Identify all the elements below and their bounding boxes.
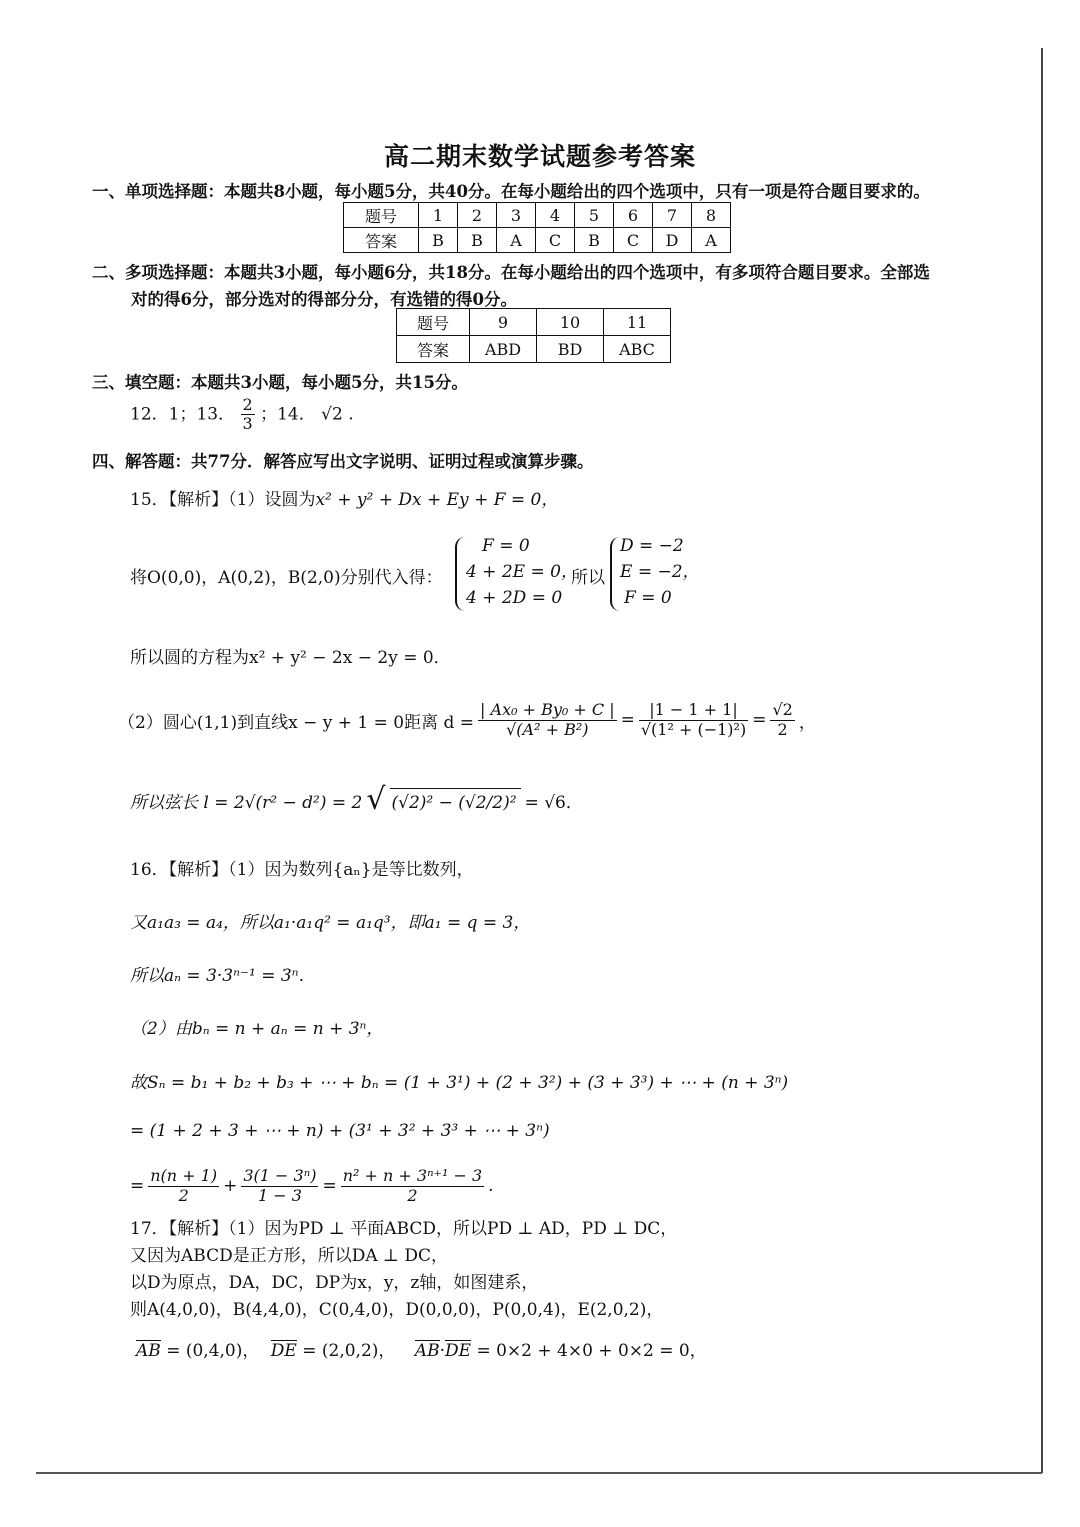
question-number: 2 <box>458 203 497 228</box>
equation-system-1 <box>466 533 578 611</box>
distance-result-fraction <box>770 701 794 739</box>
q16-line1: 16．【解析】（1）因为数列{aₙ}是等比数列， <box>130 860 474 880</box>
answer-header: 答案 <box>344 228 419 253</box>
system-equation: F = 0 <box>482 536 530 556</box>
answer-cell: B <box>458 228 497 253</box>
sum-fraction-1 <box>148 1167 219 1205</box>
vector-ab: AB <box>414 1341 440 1361</box>
answer-cell: D <box>653 228 692 253</box>
system-equation: 4 + 2E = 0， <box>466 562 578 582</box>
q15-substitution-text: 将O(0,0)，A(0,2)，B(2,0)分别代入得： <box>130 568 443 588</box>
answer-13-fraction <box>241 396 255 434</box>
question-number: 9 <box>470 309 537 336</box>
q15-distance-line <box>118 694 816 746</box>
fraction-numerator: | Ax₀ + By₀ + C | <box>480 700 615 720</box>
dot-product-value: = 0×2 + 4×0 + 0×2 = 0， <box>476 1341 707 1361</box>
q16-line4: （2）由bₙ = n + aₙ = n + 3ⁿ， <box>130 1019 384 1039</box>
fraction-numerator: 2 <box>242 395 253 414</box>
answer-cell: C <box>536 228 575 253</box>
vector-ab-value: = (0,4,0)， <box>166 1341 260 1361</box>
q16-line3: 所以aₙ = 3·3ⁿ⁻¹ = 3ⁿ． <box>130 966 316 986</box>
system-equation: E = −2， <box>620 562 700 582</box>
answer-cell: ABC <box>604 336 671 363</box>
equals-sign: = <box>130 1176 145 1196</box>
section2-heading-line2: 对的得6分，部分选对的得部分分，有选错的得0分。 <box>131 290 517 309</box>
sum-result-fraction <box>341 1167 484 1205</box>
period: . <box>488 1176 494 1196</box>
section3-heading: 三、填空题：本题共3小题，每小题5分，共15分。 <box>92 373 468 392</box>
q16-line7 <box>130 1160 494 1212</box>
q15-line1 <box>130 485 558 510</box>
section1-answer-table <box>343 202 731 253</box>
q17-vectors-line <box>136 1336 707 1361</box>
comma: ， <box>798 712 816 733</box>
page-title: 高二期末数学试题参考答案 <box>383 142 696 171</box>
answer-14-label: ；14． <box>260 404 316 425</box>
question-number: 1 <box>419 203 458 228</box>
radical-sign: √ <box>366 782 386 817</box>
equals-sign: = <box>620 710 635 730</box>
answer-cell: B <box>575 228 614 253</box>
page-border-right <box>1041 48 1043 1473</box>
fraction-denominator: 2 <box>178 1185 189 1205</box>
question-number: 7 <box>653 203 692 228</box>
table-row <box>344 228 731 253</box>
fill-in-answers <box>130 396 354 434</box>
vector-de: DE <box>444 1341 472 1361</box>
fraction-numerator: √2 <box>772 700 793 720</box>
answer-cell: B <box>419 228 458 253</box>
question-number: 6 <box>614 203 653 228</box>
section2-answer-table <box>396 308 671 363</box>
section4-heading: 四、解答题：共77分．解答应写出文字说明、证明过程或演算步骤。 <box>92 452 594 471</box>
fraction-numerator: 3(1 − 3ⁿ) <box>243 1166 317 1186</box>
vector-de: DE <box>270 1341 297 1361</box>
radicand: (√2)² − (√2/2)² <box>390 788 521 813</box>
row-header: 题号 <box>344 203 419 228</box>
fraction-numerator: |1 − 1 + 1| <box>639 701 748 720</box>
fraction-denominator: 2 <box>407 1185 418 1205</box>
page-border-bottom <box>36 1472 1042 1474</box>
row-header: 题号 <box>397 309 470 336</box>
fraction-denominator: 3 <box>242 414 253 434</box>
question-number: 3 <box>497 203 536 228</box>
equals-sign: = <box>752 710 767 730</box>
table-row <box>344 203 731 228</box>
fraction-denominator: √(1² + (−1)²) <box>640 719 747 739</box>
answer-cell: A <box>497 228 536 253</box>
fraction-denominator: √(A² + B²) <box>506 719 589 739</box>
dot-operator: · <box>439 1341 445 1361</box>
q17-line1: 17．【解析】（1）因为PD ⊥ 平面ABCD，所以PD ⊥ AD，PD ⊥ DC， <box>130 1219 678 1239</box>
q16-line2: 又a₁a₃ = a₄，所以a₁·a₁q² = a₁q³，即a₁ = q = 3， <box>130 913 531 933</box>
q15-label: 15．【解析】（1）设圆为 <box>130 490 316 510</box>
q15-circle-result: 所以圆的方程为x² + y² − 2x − 2y = 0． <box>130 648 451 668</box>
q17-line3: 以D为原点，DA，DC，DP为x，y，z轴，如图建系， <box>130 1273 539 1293</box>
fraction-numerator: n(n + 1) <box>150 1166 218 1186</box>
q17-line4: 则A(4,0,0)，B(4,4,0)，C(0,4,0)，D(0,0,0)，P(0,0,4)，E(2,0,2)， <box>130 1300 664 1320</box>
question-number: 8 <box>692 203 731 228</box>
distance-value-fraction <box>639 701 748 739</box>
question-number: 11 <box>604 309 671 336</box>
fraction-denominator: 2 <box>777 719 788 739</box>
chord-length-text: 所以弦长 l = 2√(r² − d²) = 2 <box>130 792 363 813</box>
answer-cell: A <box>692 228 731 253</box>
fraction-numerator: n² + n + 3ⁿ⁺¹ − 3 <box>342 1166 483 1186</box>
section2-heading-line1: 二、多项选择题：本题共3小题，每小题6分，共18分。在每小题给出的四个选项中，有多项符合题目要求。全部选 <box>92 263 930 282</box>
plus-sign: + <box>223 1176 238 1196</box>
chord-result: = √6． <box>524 792 583 813</box>
answer-cell: C <box>614 228 653 253</box>
q15-chord-line <box>130 770 583 830</box>
vector-de-value: = (2,0,2)， <box>302 1341 396 1361</box>
fraction-denominator: 1 − 3 <box>257 1185 302 1205</box>
section1-heading: 一、单项选择题：本题共8小题，每小题5分，共40分。在每小题给出的四个选项中，只有一项是符合题目要求的。 <box>92 182 930 201</box>
equation-system-2 <box>620 533 700 611</box>
system-equation: F = 0 <box>624 588 672 608</box>
q15-distance-text: （2）圆心(1,1)到直线x − y + 1 = 0距离 d = <box>118 712 475 733</box>
system-equation: 4 + 2D = 0 <box>466 588 563 608</box>
answer-14-value: √2 <box>321 404 343 425</box>
system-equation: D = −2 <box>620 536 684 556</box>
answer-header: 答案 <box>397 336 470 363</box>
equals-sign: = <box>322 1176 337 1196</box>
vector-ab: AB <box>136 1341 161 1361</box>
q15-circle-equation: x² + y² + Dx + Ey + F = 0， <box>315 490 559 510</box>
answer-12-13-label: 12．1；13． <box>130 404 236 425</box>
sum-fraction-2 <box>241 1167 318 1205</box>
answer-end: . <box>348 404 354 425</box>
question-number: 5 <box>575 203 614 228</box>
answer-cell: ABD <box>470 336 537 363</box>
table-row <box>397 309 671 336</box>
q16-line6: = (1 + 2 + 3 + ⋯ + n) + (3¹ + 3² + 3³ + ⋯ + 3ⁿ) <box>130 1121 550 1141</box>
q17-line2: 又因为ABCD是正方形，所以DA ⊥ DC， <box>130 1246 449 1266</box>
q15-therefore: 所以 <box>571 568 605 588</box>
distance-formula-fraction <box>478 701 617 739</box>
left-brace <box>455 537 465 611</box>
q16-line5: 故Sₙ = b₁ + b₂ + b₃ + ⋯ + bₙ = (1 + 3¹) + (2 + 3²) + (3 + 3³) + ⋯ + (n + 3ⁿ) <box>130 1073 789 1093</box>
question-number: 10 <box>537 309 604 336</box>
answer-cell: BD <box>537 336 604 363</box>
table-row <box>397 336 671 363</box>
question-number: 4 <box>536 203 575 228</box>
left-brace <box>610 537 620 611</box>
